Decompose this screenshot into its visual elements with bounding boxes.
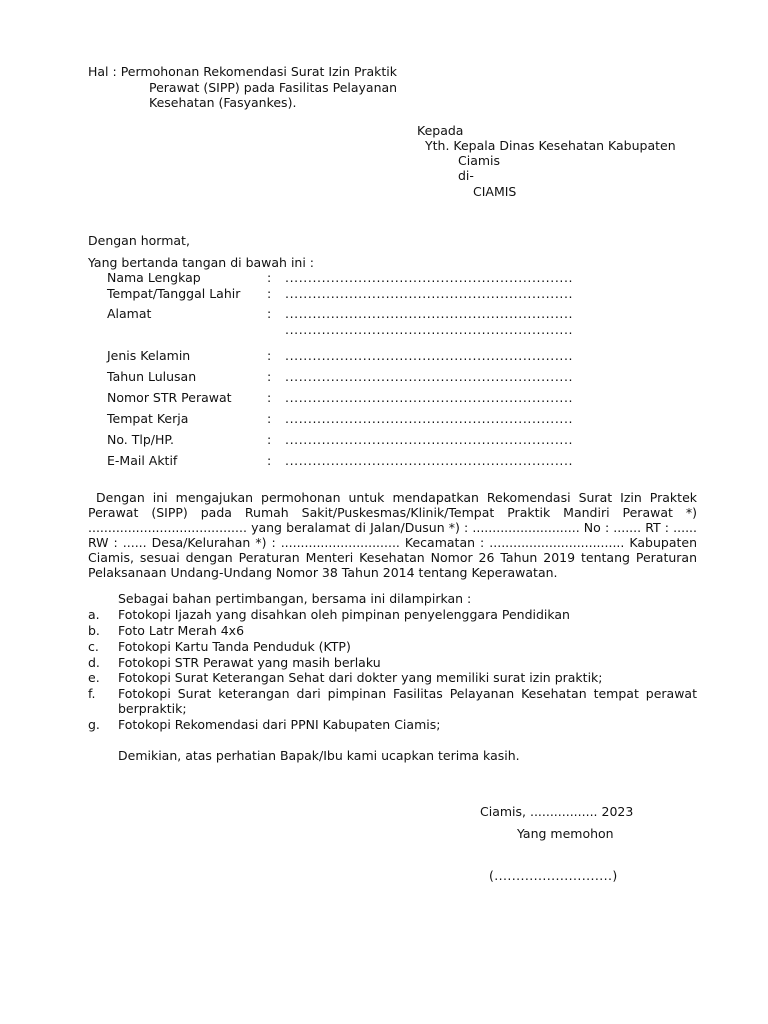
field-label: Tahun Lulusan [107, 369, 197, 384]
field-blank[interactable]: ............................................................... [285, 306, 574, 321]
field-blank-continued[interactable]: ............................................................... [285, 322, 574, 337]
list-marker: g. [88, 717, 100, 732]
subject-line-2: Perawat (SIPP) pada Fasilitas Pelayanan [149, 80, 398, 95]
request-line: Perawat (SIPP) pada Rumah Sakit/Puskesmas/Klinik/Tempat Praktik Mandiri Perawat *) [88, 505, 697, 520]
request-line: Dengan ini mengajukan permohonan untuk mendapatkan Rekomendasi Surat Izin Praktek [96, 490, 697, 505]
recipient-ciamis: Ciamis [458, 153, 501, 168]
field-blank[interactable]: ............................................................... [285, 348, 574, 363]
recipient-yth: Yth. Kepala Dinas Kesehatan Kabupaten [425, 138, 676, 153]
field-label: Tempat/Tanggal Lahir [107, 286, 241, 301]
field-label: No. Tlp/HP. [107, 432, 174, 447]
field-label: Tempat Kerja [107, 411, 189, 426]
field-blank[interactable]: ............................................................... [285, 411, 574, 426]
field-blank[interactable]: ............................................................... [285, 369, 574, 384]
field-colon: : [267, 286, 272, 301]
field-label: Alamat [107, 306, 152, 321]
signature-name-blank[interactable]: (...........................) [489, 868, 618, 883]
list-item-text: Fotokopi Surat keterangan dari pimpinan Fasilitas Pelayanan Kesehatan tempat perawat [118, 686, 697, 701]
field-blank[interactable]: ............................................................... [285, 432, 574, 447]
list-marker: a. [88, 607, 100, 622]
intro-text: Yang bertanda tangan di bawah ini : [88, 255, 315, 270]
field-colon: : [267, 270, 272, 285]
request-line: ........................................ yang beralamat di Jalan/Dusun *) : ........................... No : ....... RT : ...... [88, 520, 697, 535]
list-marker: f. [88, 686, 96, 701]
field-colon: : [267, 390, 272, 405]
request-paragraph [88, 490, 697, 580]
recipient-kepada: Kepada [417, 123, 464, 138]
field-blank[interactable]: ............................................................... [285, 453, 574, 468]
field-label: Nama Lengkap [107, 270, 201, 285]
field-colon: : [267, 411, 272, 426]
list-item-text: Foto Latr Merah 4x6 [118, 623, 245, 638]
subject-line-3: Kesehatan (Fasyankes). [149, 95, 297, 110]
recipient-di: di- [458, 168, 474, 183]
list-item-text: Fotokopi Ijazah yang disahkan oleh pimpinan penyelenggara Pendidikan [118, 607, 570, 622]
greeting: Dengan hormat, [88, 233, 190, 248]
signature-role: Yang memohon [517, 826, 614, 841]
subject-line-1: Hal : Permohonan Rekomendasi Surat Izin Praktik [88, 64, 397, 79]
list-marker: c. [88, 639, 99, 654]
field-label: E-Mail Aktif [107, 453, 178, 468]
field-label: Jenis Kelamin [107, 348, 191, 363]
attachments-intro: Sebagai bahan pertimbangan, bersama ini dilampirkan : [118, 591, 472, 606]
list-item-text-block [118, 686, 697, 716]
list-marker: e. [88, 670, 100, 685]
signature-place-date: Ciamis, ................. 2023 [480, 804, 634, 819]
list-item-text-continued: berpraktik; [118, 701, 187, 716]
field-colon: : [267, 432, 272, 447]
field-blank[interactable]: ............................................................... [285, 270, 574, 285]
request-line: Pelaksanaan Undang-Undang Nomor 38 Tahun 2014 tentang Keperawatan. [88, 565, 558, 580]
field-colon: : [267, 348, 272, 363]
field-colon: : [267, 306, 272, 321]
list-item-text: Fotokopi Surat Keterangan Sehat dari dokter yang memiliki surat izin praktik; [118, 670, 603, 685]
closing-text: Demikian, atas perhatian Bapak/Ibu kami ucapkan terima kasih. [118, 748, 520, 763]
field-colon: : [267, 369, 272, 384]
list-item-text: Fotokopi STR Perawat yang masih berlaku [118, 655, 381, 670]
list-marker: b. [88, 623, 100, 638]
field-colon: : [267, 453, 272, 468]
recipient-city: CIAMIS [473, 184, 517, 199]
request-line: Ciamis, sesuai dengan Peraturan Menteri Kesehatan Nomor 26 Tahun 2019 tentang Peraturan [88, 550, 697, 565]
field-label: Nomor STR Perawat [107, 390, 232, 405]
request-line: RW : ...... Desa/Kelurahan *) : .............................. Kecamatan : .................................. Kabupaten [88, 535, 697, 550]
list-item-text: Fotokopi Rekomendasi dari PPNI Kabupaten Ciamis; [118, 717, 441, 732]
field-blank[interactable]: ............................................................... [285, 390, 574, 405]
list-item-text: Fotokopi Kartu Tanda Penduduk (KTP) [118, 639, 351, 654]
field-blank[interactable]: ............................................................... [285, 286, 574, 301]
list-marker: d. [88, 655, 100, 670]
